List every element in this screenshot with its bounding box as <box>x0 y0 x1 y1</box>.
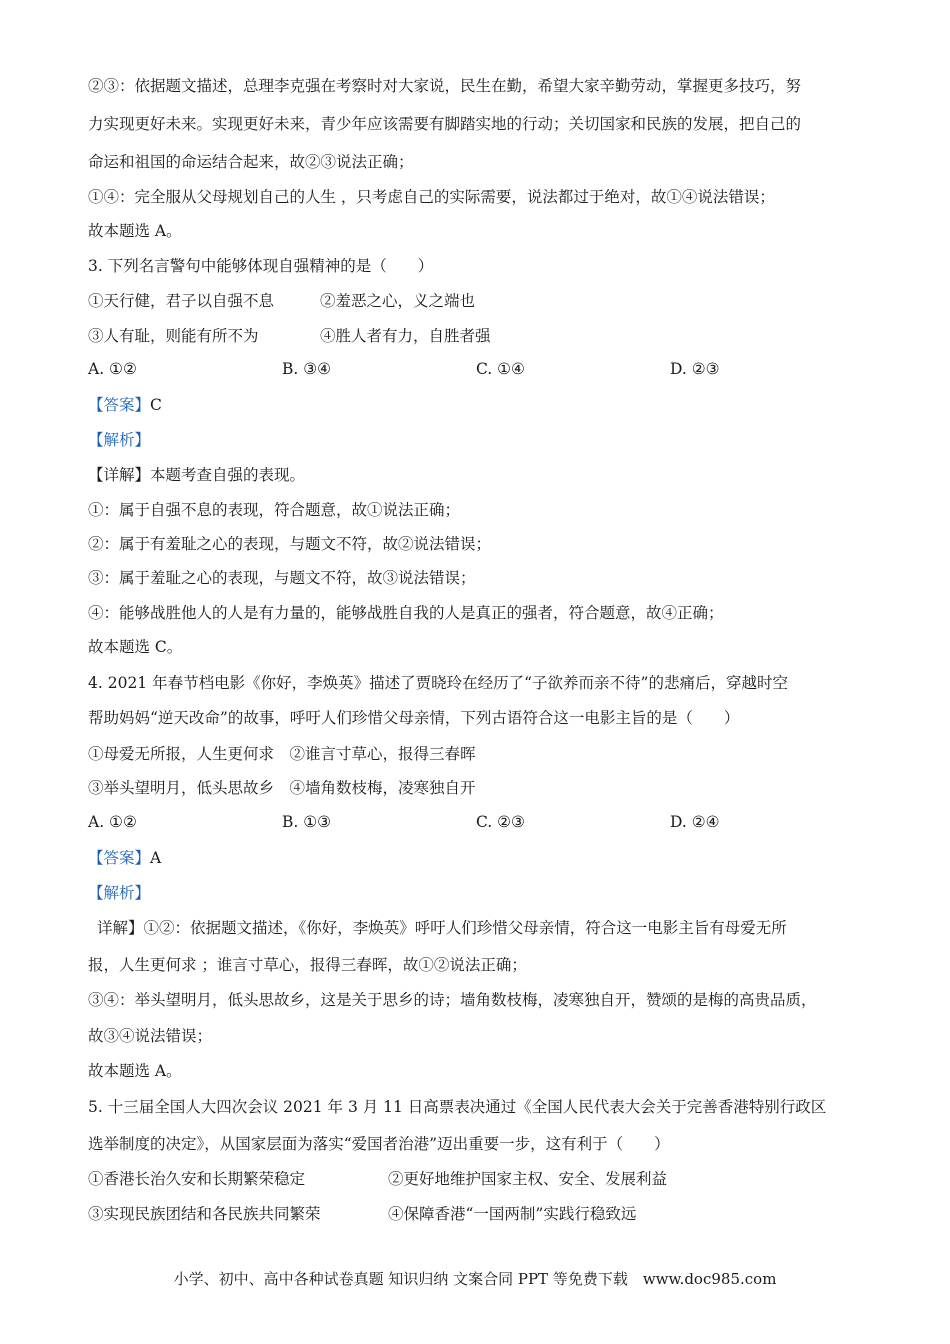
q4-statements-1-2: ①母爱无所报，人生更何求 ②谁言寸草心，报得三春晖 <box>88 745 476 763</box>
q3-analysis-label: 【解析】 <box>88 431 151 449</box>
q3-option-d: D. ②③ <box>670 360 720 378</box>
q5-statement-2: ②更好地维护国家主权、安全、发展利益 <box>388 1170 668 1188</box>
q3-conclusion: 故本题选 C。 <box>88 638 183 656</box>
q3-detail-4: ③：属于羞耻之心的表现，与题文不符，故③说法错误； <box>88 569 476 587</box>
q4-stem-line-2: 帮助妈妈“逆天改命”的故事，呼吁人们珍惜父母亲情，下列古语符合这一电影主旨的是（ ） <box>88 709 740 727</box>
answer-value: A <box>150 849 162 867</box>
q3-option-b: B. ③④ <box>282 360 332 378</box>
answer-value: C <box>150 396 162 414</box>
q3-option-c: C. ①④ <box>476 360 525 378</box>
q3-statement-1: ①天行健，君子以自强不息 <box>88 292 275 310</box>
q2-analysis-line-1: ②③：依据题文描述，总理李克强在考察时对大家说，民生在勤，希望大家辛勤劳动，掌握更多技巧，努 <box>88 77 802 95</box>
q4-detail-4: 故③④说法错误； <box>88 1027 213 1045</box>
q4-detail-2: 报，人生更何求 ；谁言寸草心，报得三春晖，故①②说法正确； <box>88 956 527 974</box>
answer-label: 【答案】 <box>88 396 151 414</box>
q3-stem: 3. 下列名言警句中能够体现自强精神的是（ ） <box>88 257 434 275</box>
q4-stem-line-1: 4. 2021 年春节档电影《你好，李焕英》描述了贾晓玲在经历了“子欲养而亲不待”的悲痛后，穿越时空 <box>88 674 788 692</box>
q2-analysis-line-3: 命运和祖国的命运结合起来，故②③说法正确； <box>88 153 414 171</box>
q5-statement-4: ④保障香港“一国两制”实践行稳致远 <box>388 1205 637 1223</box>
q3-statement-4: ④胜人者有力，自胜者强 <box>320 327 491 345</box>
q4-detail-1: 详解】①②：依据题文描述，《你好，李焕英》呼吁人们珍惜父母亲情，符合这一电影主旨有母爱无所 <box>97 919 787 937</box>
q5-stem-line-1: 5. 十三届全国人大四次会议 2021 年 3 月 11 日高票表决通过《全国人民代表大会关于完善香港特别行政区 <box>88 1098 827 1116</box>
q4-detail-3: ③④：举头望明月，低头思故乡，这是关于思乡的诗；墙角数枝梅，凌寒独自开，赞颂的是梅的高贵品质， <box>88 991 817 1009</box>
q4-option-b: B. ①③ <box>282 813 332 831</box>
q3-detail-5: ④：能够战胜他人的人是有力量的，能够战胜自我的人是真正的强者，符合题意，故④正确； <box>88 604 724 622</box>
q3-option-a: A. ①② <box>88 360 137 378</box>
q3-answer <box>88 394 162 416</box>
q5-stem-line-2: 选举制度的决定》，从国家层面为落实“爱国者治港”迈出重要一步，这有利于（ ） <box>88 1135 670 1153</box>
q3-detail-1: 【详解】本题考查自强的表现。 <box>88 466 306 484</box>
q4-statements-3-4: ③举头望明月，低头思故乡 ④墙角数枝梅，凌寒独自开 <box>88 779 476 797</box>
q3-detail-2: ①：属于自强不息的表现，符合题意，故①说法正确； <box>88 501 461 519</box>
q4-option-a: A. ①② <box>88 813 137 831</box>
answer-label: 【答案】 <box>88 849 151 867</box>
page-footer: 小学、初中、高中各种试卷真题 知识归纳 文案合同 PPT 等免费下载 www.doc985.com <box>173 1270 777 1288</box>
q2-analysis-line-4: ①④：完全服从父母规划自己的人生 ，只考虑自己的实际需要，说法都过于绝对，故①④说法错误； <box>88 188 775 206</box>
q3-statement-2: ②羞恶之心，义之端也 <box>320 292 476 310</box>
q4-option-d: D. ②④ <box>670 813 720 831</box>
q2-conclusion: 故本题选 A。 <box>88 222 182 240</box>
q4-answer <box>88 847 161 869</box>
q3-statement-3: ③人有耻，则能有所不为 <box>88 327 259 345</box>
q4-option-c: C. ②③ <box>476 813 525 831</box>
q2-analysis-line-2: 力实现更好未来。实现更好未来，青少年应该需要有脚踏实地的行动；关切国家和民族的发展，把自己的 <box>88 115 802 133</box>
q3-detail-3: ②：属于有羞耻之心的表现，与题文不符，故②说法错误； <box>88 535 492 553</box>
q4-conclusion: 故本题选 A。 <box>88 1062 182 1080</box>
q4-analysis-label: 【解析】 <box>88 884 151 902</box>
q5-statement-1: ①香港长治久安和长期繁荣稳定 <box>88 1170 306 1188</box>
q5-statement-3: ③实现民族团结和各民族共同繁荣 <box>88 1205 321 1223</box>
